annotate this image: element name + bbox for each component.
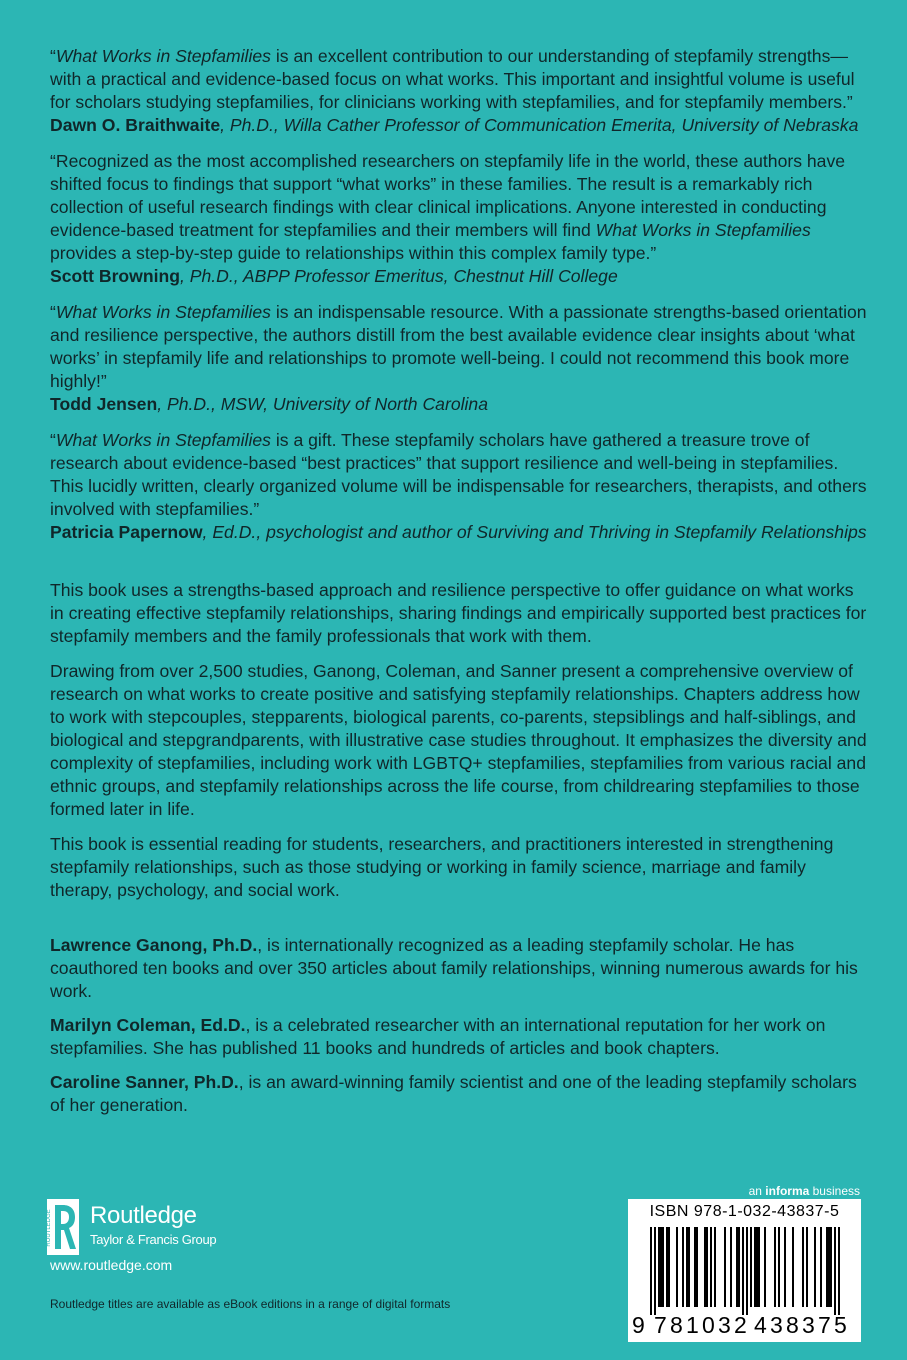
quote-text: is an excellent contribution to our understanding of stepfamily strengths—with a practical and evidence-based focus on what works. This important and insightful volume is useful for scholars studying stepfamilies, for clinicians working with stepfamilies, and for stepfamily members.” xyxy=(50,46,855,112)
quote-open: “ xyxy=(50,430,56,450)
barcode-bar xyxy=(834,1227,836,1315)
barcode-bar xyxy=(828,1227,830,1307)
barcode-bar xyxy=(666,1227,668,1307)
barcode-bar xyxy=(658,1227,660,1307)
author-bio: , is an award-winning family scientist and one of the leading stepfamily scholars of her generation. xyxy=(50,1072,857,1115)
barcode-bar xyxy=(826,1227,828,1307)
barcode-bar xyxy=(838,1227,840,1315)
quote-open: “ xyxy=(50,46,56,66)
barcode-right-group: 438375 xyxy=(754,1312,850,1338)
barcode-bar xyxy=(710,1227,712,1307)
endorsement-attribution xyxy=(50,114,870,137)
endorser-name: Dawn O. Braithwaite xyxy=(50,115,221,135)
endorsement-papernow xyxy=(50,429,870,544)
barcode-bar xyxy=(746,1227,748,1315)
quote-text-end: provides a step-by-step guide to relationships within this complex family type.” xyxy=(50,243,657,263)
book-title: What Works in Stepfamilies xyxy=(55,430,271,450)
endorser-name: Todd Jensen xyxy=(50,394,158,414)
barcode-bar xyxy=(758,1227,760,1307)
endorsement-attribution xyxy=(50,393,870,416)
isbn-label: ISBN 978-1-032-43837-5 xyxy=(649,1203,840,1220)
barcode-bar xyxy=(830,1227,832,1307)
barcode-bar xyxy=(654,1227,656,1315)
author-bio: , is internationally recognized as a leading stepfamily scholar. He has coauthored ten books and over 350 articles about family relationships, winning numerous awards for his work. xyxy=(50,935,858,1001)
author-name: Caroline Sanner, Ph.D. xyxy=(50,1072,239,1092)
description-paragraph-1: This book uses a strengths-based approach and resilience perspective to offer guidance on what works in creating effective stepfamily relationships, sharing findings and empirically supported best practices for stepfamily members and the family professionals that work with them. xyxy=(50,580,867,646)
informa-prefix: an xyxy=(748,1184,766,1198)
isbn-barcode-box xyxy=(628,1199,861,1342)
barcode-bar xyxy=(820,1227,822,1307)
barcode-bar xyxy=(668,1227,670,1307)
author-name: Marilyn Coleman, Ed.D. xyxy=(50,1015,246,1035)
barcode-icon xyxy=(628,1227,861,1315)
barcode-bar xyxy=(750,1227,752,1307)
barcode-bar xyxy=(806,1227,808,1307)
endorsement-attribution xyxy=(50,265,870,288)
barcode-bar xyxy=(730,1227,732,1307)
barcode-bar xyxy=(784,1227,786,1307)
barcode-bar xyxy=(694,1227,696,1307)
description-paragraph-2: Drawing from over 2,500 studies, Ganong, Coleman, and Sanner present a comprehensive overview of research on what works to create positive and satisfying stepfamily relationships. Chapters address how to work with stepcouples, stepparents, biological parents, co-parents, stepsiblings and half-siblings, and biological and stepgrandparents, with illustrative case studies throughout. It emphasizes the diversity and complexity of stepfamilies, including work with LGBTQ+ stepfamilies, stepfamilies from various racial and ethnic groups, and stepfamily relationships across the life course, from childrearing stepfamilies to those formed later in life. xyxy=(50,661,867,819)
endorser-name: Patricia Papernow xyxy=(50,522,203,542)
endorsement-browning xyxy=(50,150,870,288)
book-title: What Works in Stepfamilies xyxy=(55,302,271,322)
endorser-credentials: , Ed.D., psychologist and author of Surviving and Thriving in Stepfamily Relationships xyxy=(202,522,867,542)
back-cover-text xyxy=(50,45,870,1128)
informa-business-tag xyxy=(749,1183,860,1199)
barcode-lead-digit: 9 xyxy=(632,1312,645,1338)
quote-text: is a gift. These stepfamily scholars have gathered a treasure trove of research about evidence-based “best practices” that support resilience and well-being in stepfamilies. This lucidly written, clearly organized volume will be indispensable for researchers, therapists, and others involved with stepfamilies.” xyxy=(50,430,867,519)
barcode-left-group: 781032 xyxy=(654,1312,750,1338)
barcode-bar xyxy=(662,1227,664,1307)
publisher-group: Taylor & Francis Group xyxy=(90,1232,217,1247)
publisher-website: www.routledge.com xyxy=(50,1257,173,1273)
barcode-bar xyxy=(792,1227,794,1307)
informa-bold: informa xyxy=(765,1184,810,1198)
endorser-credentials: , Ph.D., Willa Cather Professor of Communication Emerita, University of Nebraska xyxy=(220,115,859,135)
publisher-name: Routledge xyxy=(90,1202,197,1229)
book-title: What Works in Stepfamilies xyxy=(55,46,271,66)
endorser-name: Scott Browning xyxy=(50,266,180,286)
author-name: Lawrence Ganong, Ph.D. xyxy=(50,935,258,955)
informa-suffix: business xyxy=(809,1184,860,1198)
routledge-logo-icon xyxy=(47,1199,79,1255)
description-paragraph-3: This book is essential reading for students, researchers, and practitioners interested in strengthening stepfamily relationships, such as those studying or working in family science, marriage and family therapy, psychology, and social work. xyxy=(50,834,834,900)
barcode-bar xyxy=(814,1227,816,1307)
barcode-bar xyxy=(774,1227,776,1307)
barcode-bar xyxy=(706,1227,708,1307)
book-title: What Works in Stepfamilies xyxy=(595,220,811,240)
barcode-bar xyxy=(682,1227,684,1307)
endorsement-attribution xyxy=(50,521,870,544)
barcode-bar xyxy=(704,1227,706,1307)
barcode-bar xyxy=(686,1227,688,1307)
barcode-bar xyxy=(778,1227,780,1307)
barcode-bar xyxy=(756,1227,758,1307)
author-bio-sanner xyxy=(50,1071,870,1117)
quote-open: “ xyxy=(50,302,56,322)
barcode-bar xyxy=(738,1227,740,1307)
barcode-bar xyxy=(764,1227,766,1307)
author-bio-ganong xyxy=(50,934,870,1003)
routledge-logo xyxy=(47,1199,247,1255)
barcode-bar xyxy=(736,1227,738,1307)
author-bio-coleman xyxy=(50,1014,870,1060)
barcode-bar xyxy=(688,1227,690,1307)
barcode-bar xyxy=(714,1227,716,1307)
barcode-bar xyxy=(754,1227,756,1307)
quote-text: is an indispensable resource. With a passionate strengths-based orientation and resilience perspective, the authors distill from the best available evidence clear insights about ‘what works’ in stepfamily life and relationships to promote well-being. I could not recommend this book more highly!” xyxy=(50,302,867,391)
barcode-bar xyxy=(650,1227,652,1315)
endorser-credentials: , Ph.D., ABPP Professor Emeritus, Chestnut Hill College xyxy=(180,266,618,286)
ebook-note: Routledge titles are available as eBook editions in a range of digital formats xyxy=(50,1297,451,1311)
section-gap xyxy=(50,557,870,579)
quote-text: “Recognized as the most accomplished researchers on stepfamily life in the world, these authors have shifted focus to findings that support “what works” in these families. The result is a remarkably rich collection of useful research findings with clear clinical implications. Anyone interested in conducting evidence-based treatment for stepfamilies and their members will find xyxy=(50,151,846,240)
barcode-bar xyxy=(802,1227,804,1307)
endorsement-braithwaite xyxy=(50,45,870,137)
barcode-bar xyxy=(724,1227,726,1307)
barcode-bar xyxy=(742,1227,744,1315)
author-bio: , is a celebrated researcher with an international reputation for her work on stepfamilies. She has published 11 books and hundreds of articles and book chapters. xyxy=(50,1015,826,1058)
endorsement-jensen xyxy=(50,301,870,416)
barcode-bar xyxy=(676,1227,678,1307)
barcode-bar xyxy=(696,1227,698,1307)
logo-vertical-text: ROUTLEDGE xyxy=(46,1209,52,1247)
endorser-credentials: , Ph.D., MSW, University of North Carolina xyxy=(157,394,488,414)
barcode-bar xyxy=(660,1227,662,1307)
section-gap xyxy=(50,914,870,934)
